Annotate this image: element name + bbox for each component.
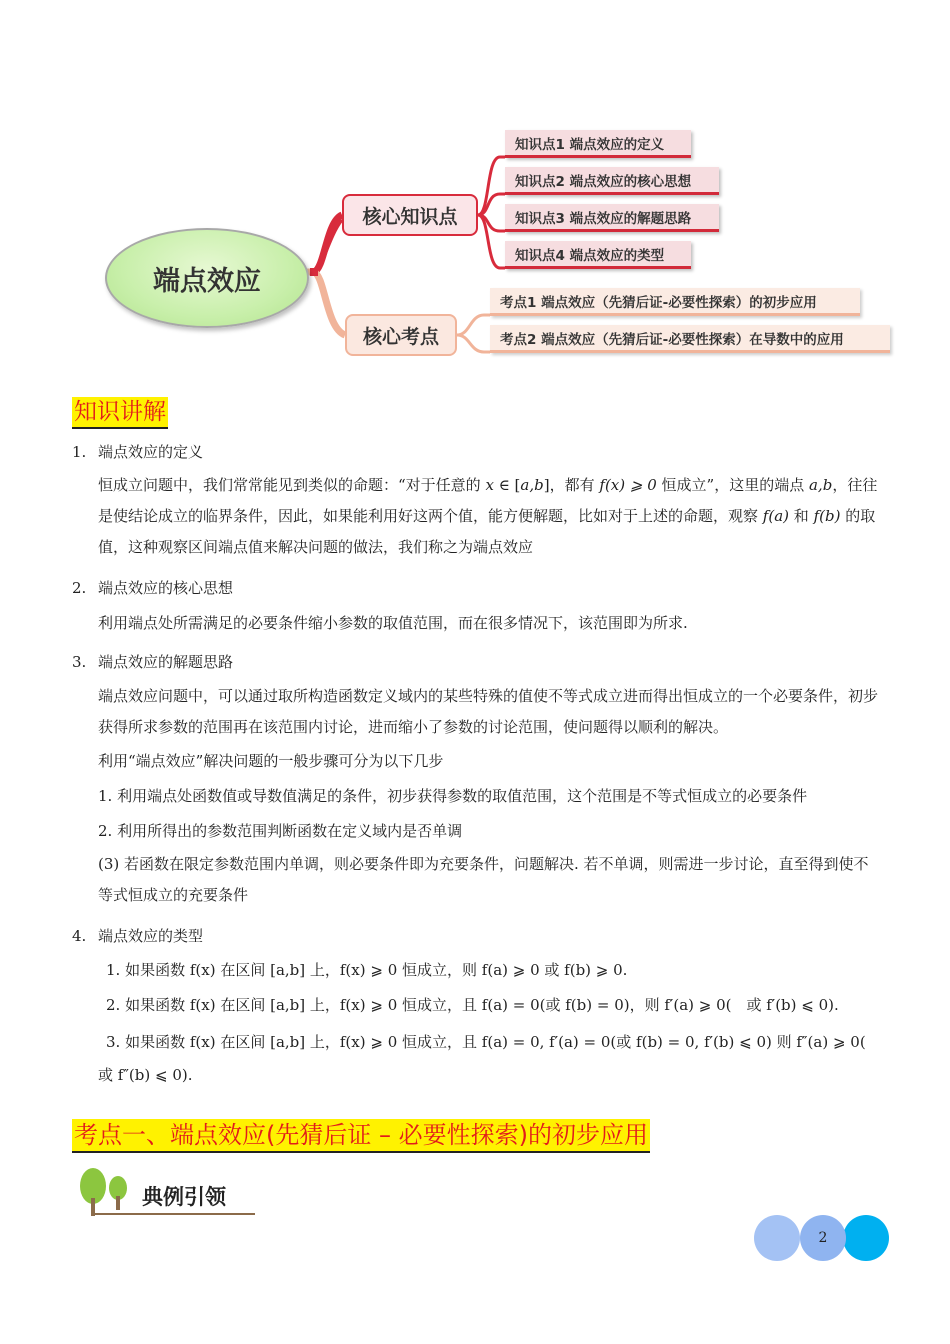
section-4-type-2: 2. 如果函数 f(x) 在区间 [a,b] 上，f(x) ⩾ 0 恒成立，且 f(a) = 0(或 f(b) = 0)，则 f′(a) ⩾ 0( 或 f′(b) ⩽ 0). (106, 996, 839, 1014)
mindmap-leaf-core-3: 知识点3 端点效应的解题思路 (505, 204, 719, 232)
mindmap-branch-core: 核心知识点 (342, 194, 478, 236)
page-number: 2 (800, 1215, 846, 1261)
s1-math-x: x (485, 476, 494, 494)
mindmap-leaf-exam-1: 考点1 端点效应（先猜后证-必要性探索）的初步应用 (490, 288, 860, 316)
s1-math-fx: f(x) ⩾ 0 (599, 476, 662, 494)
section-3-step-1: 1. 利用端点处函数值或导数值满足的条件，初步获得参数的取值范围，这个范围是不等式恒成立的必要条件 (98, 787, 808, 805)
s1-text-e: 的取值，这种观察区间端点值来解决问题的做法，我们称之为端点效应 (98, 507, 876, 556)
section-4-title-text: 端点效应的类型 (98, 927, 204, 945)
mindmap-root: 端点效应 (105, 228, 309, 328)
s1-math-in: ∈ [ (493, 476, 521, 494)
exam-point-heading: 考点一、端点效应(先猜后证 – 必要性探索)的初步应用 (72, 1119, 650, 1153)
page-circle-left (754, 1215, 800, 1261)
s1-text-d: ，往往是使结论成立的临界条件，因此，如果能利用好这两个值，能方便解题，比如对于上述的命题，观察 (98, 476, 878, 525)
s1-text-b: ]，都有 (543, 476, 595, 494)
section-1-title (72, 442, 203, 462)
s1-math-fa: f(a) (762, 507, 789, 525)
mindmap-leaf-core-4: 知识点4 端点效应的类型 (505, 241, 691, 269)
mindmap-connectors (0, 0, 950, 380)
s1-math-ab: a,b (520, 476, 544, 494)
s1-text-a: 恒成立问题中，我们常常能见到类似的命题：“对于任意的 (98, 476, 481, 494)
mindmap-leaf-exam-2: 考点2 端点效应（先猜后证-必要性探索）在导数中的应用 (490, 325, 890, 353)
example-label-underline (92, 1213, 255, 1215)
section-3-number: 3. (72, 653, 87, 671)
s1-math-ab-2: a,b (808, 476, 833, 494)
section-1-title-text: 端点效应的定义 (98, 443, 204, 461)
s1-math-fb: f(b) (813, 507, 841, 525)
section-3-title (72, 652, 233, 672)
section-3-step-3: (3) 若函数在限定参数范围内单调，则必要条件即为充要条件，问题解决. 若不单调，则需进一步讨论，直至得到使不等式恒成立的充要条件 (98, 855, 869, 904)
example-label: 典例引领 (142, 1185, 226, 1209)
mindmap-branch-exam: 核心考点 (345, 314, 457, 356)
section-2-number: 2. (72, 579, 87, 597)
s1-text-and: 和 (793, 507, 809, 525)
section-4-type-1: 1. 如果函数 f(x) 在区间 [a,b] 上，f(x) ⩾ 0 恒成立，则 f(a) ⩾ 0 或 f(b) ⩾ 0. (106, 961, 628, 979)
section-3-paragraph: 端点效应问题中，可以通过取所构造函数定义域内的某些特殊的值使不等式成立进而得出恒成立的一个必要条件，初步获得所求参数的范围再在该范围内讨论，进而缩小了参数的讨论范围，使问题得以顺利的解决。 (98, 687, 879, 736)
section-heading: 知识讲解 (72, 397, 168, 429)
section-4-type-3a: 3. 如果函数 f(x) 在区间 [a,b] 上，f(x) ⩾ 0 恒成立，且 f(a) = 0, f′(a) = 0(或 f(b) = 0, f′(b) ⩽ 0) 则 f″(a) ⩾ 0( (106, 1033, 866, 1051)
section-1-number: 1. (72, 443, 87, 461)
tree-icon (76, 1162, 136, 1218)
mindmap-leaf-core-2: 知识点2 端点效应的核心思想 (505, 167, 719, 195)
section-3-steps-intro: 利用“端点效应”解决问题的一般步骤可分为以下几步 (98, 752, 444, 770)
page-circle-right (843, 1215, 889, 1261)
section-4-type-3b: 或 f″(b) ⩽ 0). (98, 1066, 193, 1084)
section-3-step-2: 2. 利用所得出的参数范围判断函数在定义域内是否单调 (98, 822, 463, 840)
section-1-paragraph (98, 470, 883, 563)
mindmap-leaf-core-1: 知识点1 端点效应的定义 (505, 130, 691, 158)
s1-text-c: 恒成立”，这里的端点 (661, 476, 805, 494)
section-2-text: 利用端点处所需满足的必要条件缩小参数的取值范围，而在很多情况下，该范围即为所求. (98, 614, 688, 632)
section-2-title-text: 端点效应的核心思想 (98, 579, 234, 597)
section-4-title (72, 926, 203, 946)
section-4-number: 4. (72, 927, 87, 945)
section-2-title (72, 578, 233, 598)
section-3-title-text: 端点效应的解题思路 (98, 653, 234, 671)
